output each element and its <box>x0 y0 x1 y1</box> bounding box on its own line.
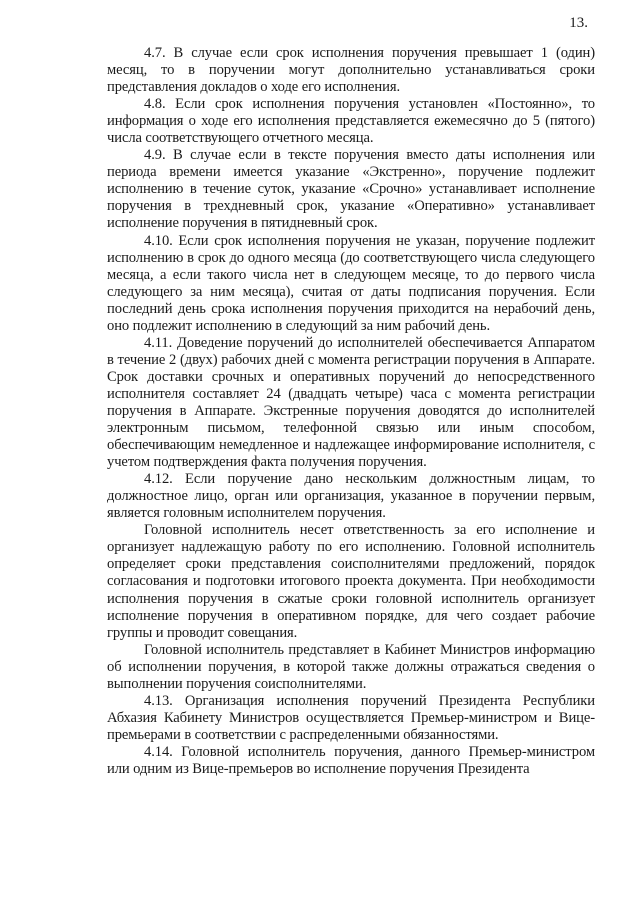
paragraph-lead-executor-report: Головной исполнитель представляет в Кабинет Министров информацию об исполнении поручения, в которой также должны отражаться сведения о выполнении поручения соисполнителями. <box>107 641 595 692</box>
paragraph-4-13: 4.13. Организация исполнения поручений Президента Республики Абхазия Кабинету Министров осуществляется Премьер-министром и Вице-премьерами в соответствии с распределенными обязанностями. <box>107 692 595 743</box>
document-body <box>107 45 595 778</box>
paragraph-4-9: 4.9. В случае если в тексте поручения вместо даты исполнения или периода времени имеется указание «Экстренно», поручение подлежит исполнению в течение суток, указание «Срочно» устанавливает исполнение поручения в трехдневный срок, указание «Оперативно» устанавливает исполнение поручения в пятидневный срок. <box>107 147 595 232</box>
page-number: 13. <box>569 15 588 31</box>
paragraph-4-7: 4.7. В случае если срок исполнения поручения превышает 1 (один) месяц, то в поручении могут дополнительно устанавливаться сроки представления докладов о ходе его исполнения. <box>107 45 595 96</box>
paragraph-4-8: 4.8. Если срок исполнения поручения установлен «Постоянно», то информация о ходе его исполнения представляется ежемесячно до 5 (пятого) числа соответствующего отчетного месяца. <box>107 96 595 147</box>
paragraph-4-12: 4.12. Если поручение дано нескольким должностным лицам, то должностное лицо, орган или организация, указанное в поручении первым, является головным исполнителем поручения. <box>107 471 595 522</box>
paragraph-4-14: 4.14. Головной исполнитель поручения, данного Премьер-министром или одним из Вице-премьеров во исполнение поручения Президента <box>107 743 595 777</box>
paragraph-4-11: 4.11. Доведение поручений до исполнителей обеспечивается Аппаратом в течение 2 (двух) рабочих дней с момента регистрации поручения в Аппарате. Срок доставки срочных и оперативных поручений до непосредственного исполнителя составляет 24 (двадцать четыре) часа с момента регистрации поручения в Аппарате. Экстренные поручения доводятся до исполнителей электронным письмом, телефонной связью или иным способом, обеспечивающим немедленное и надлежащее информирование исполнителя, с учетом подтверждения факта получения поручения. <box>107 334 595 471</box>
paragraph-lead-executor-responsibility: Головной исполнитель несет ответственность за его исполнение и организует надлежащую работу по его исполнению. Головной исполнитель определяет сроки представления соисполнителями предложений, порядок согласования и подготовки итогового проекта документа. При необходимости исполнения поручения в сжатые сроки головной исполнитель организует исполнение поручения в оперативном порядке, для чего создает рабочие группы и проводит совещания. <box>107 522 595 641</box>
paragraph-4-10: 4.10. Если срок исполнения поручения не указан, поручение подлежит исполнению в срок до одного месяца (до соответствующего числа следующего месяца, а если такого числа нет в следующем месяце, то до первого числа следующего за ним месяца), считая от даты подписания поручения. Если последний день срока исполнения поручения приходится на нерабочий день, оно подлежит исполнению в следующий за ним рабочий день. <box>107 232 595 334</box>
